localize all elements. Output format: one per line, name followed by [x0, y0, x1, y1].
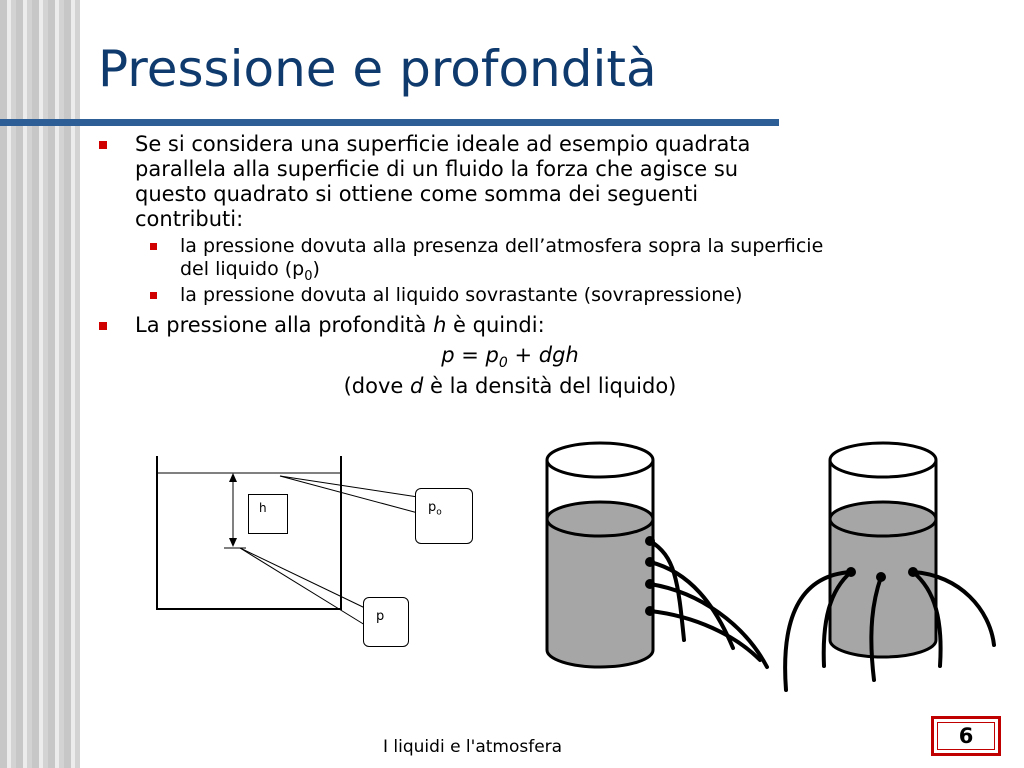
surface-pressure-label: p: [428, 500, 437, 515]
bullet-1-line-1: Se si considera una superficie ideale ad esempio quadrata: [135, 132, 751, 156]
bullet-1-line-4: contributi:: [135, 207, 244, 231]
bullet-2-text-end: è quindi:: [446, 313, 545, 337]
sub-bullet-1-close: ): [312, 258, 320, 280]
density-note-end: è la densità del liquido): [423, 374, 677, 398]
formula-plus: +: [507, 343, 539, 367]
formula-dgh: dgh: [538, 343, 579, 367]
depth-label: h: [259, 501, 267, 515]
bullet-1-line-3: questo quadrato si ottiene come somma dei seguenti: [135, 182, 699, 206]
bullet-1-line-2: parallela alla superficie di un fluido la forza che agisce su: [135, 157, 739, 181]
cylinder-side-holes: [547, 443, 767, 667]
sub-bullet-2-text: la pressione dovuta al liquido sovrastante (sovrapressione): [180, 284, 743, 306]
formula-p: p: [441, 343, 455, 367]
formula-equals: =: [454, 343, 486, 367]
page-number: 6: [937, 722, 995, 750]
cylinder-bottom-holes: [785, 443, 994, 690]
page-number-box: [931, 716, 1001, 756]
sub-bullet-1-text: del liquido (p: [180, 258, 305, 280]
bullet-2-text: La pressione alla profondità: [135, 313, 434, 337]
sub-bullet-1-line-1: la pressione dovuta alla presenza dell’atmosfera sopra la superficie: [180, 235, 824, 257]
bullet-2-variable: h: [433, 313, 447, 337]
slide-title: Pressione e profondità: [98, 40, 657, 98]
density-note-start: (dove: [343, 374, 410, 398]
formula-p0: p: [485, 343, 499, 367]
footer-text: I liquidi e l'atmosfera: [383, 737, 563, 757]
formula-p0-subscript: 0: [498, 355, 508, 372]
surface-pressure-subscript: o: [436, 507, 442, 518]
subscript-zero: 0: [304, 268, 313, 284]
density-variable: d: [410, 374, 424, 398]
depth-pressure-label: p: [376, 609, 385, 624]
